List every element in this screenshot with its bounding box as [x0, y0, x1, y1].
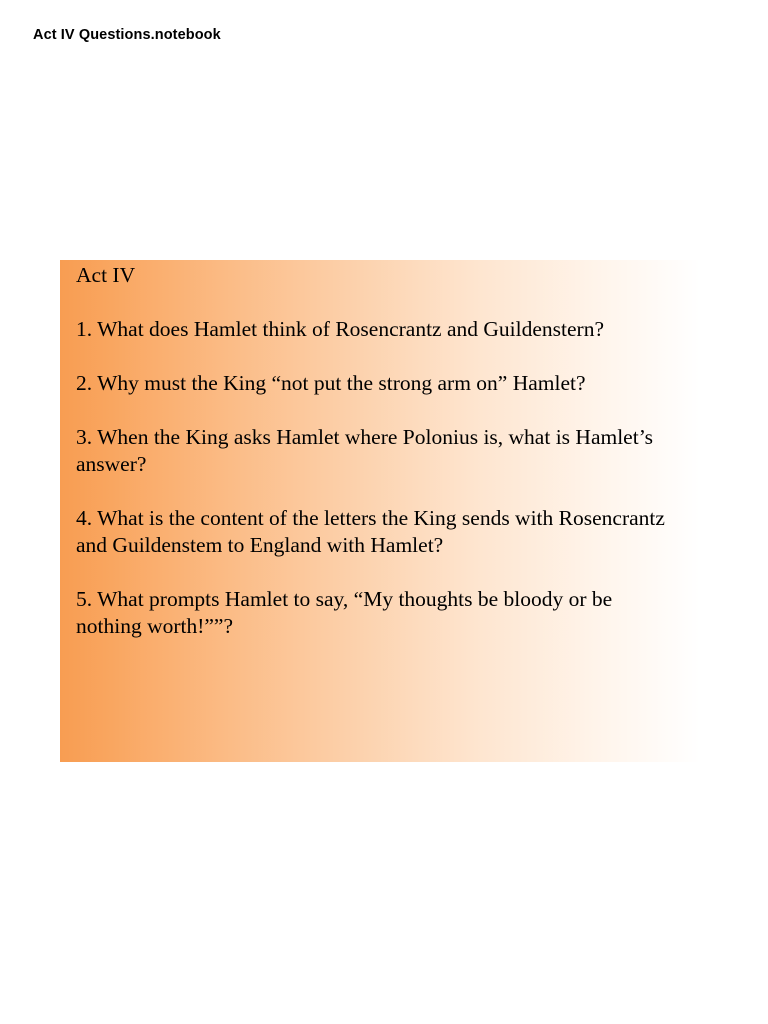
- question-5: 5. What prompts Hamlet to say, “My thoughts be bloody or be nothing worth!””?: [76, 587, 613, 638]
- question-1: 1. What does Hamlet think of Rosencrantz and Guildenstern?: [76, 317, 604, 341]
- question-3: 3. When the King asks Hamlet where Polonius is, what is Hamlet’s answer?: [76, 425, 654, 476]
- page-heading: Act IV: [76, 263, 136, 287]
- document-title: Act IV Questions.notebook: [33, 27, 221, 43]
- notebook-page: [60, 260, 700, 762]
- question-2: 2. Why must the King “not put the strong arm on” Hamlet?: [76, 371, 586, 395]
- question-4: 4. What is the content of the letters the King sends with Rosencrantz and Guildenstem to England with Hamlet?: [76, 506, 665, 557]
